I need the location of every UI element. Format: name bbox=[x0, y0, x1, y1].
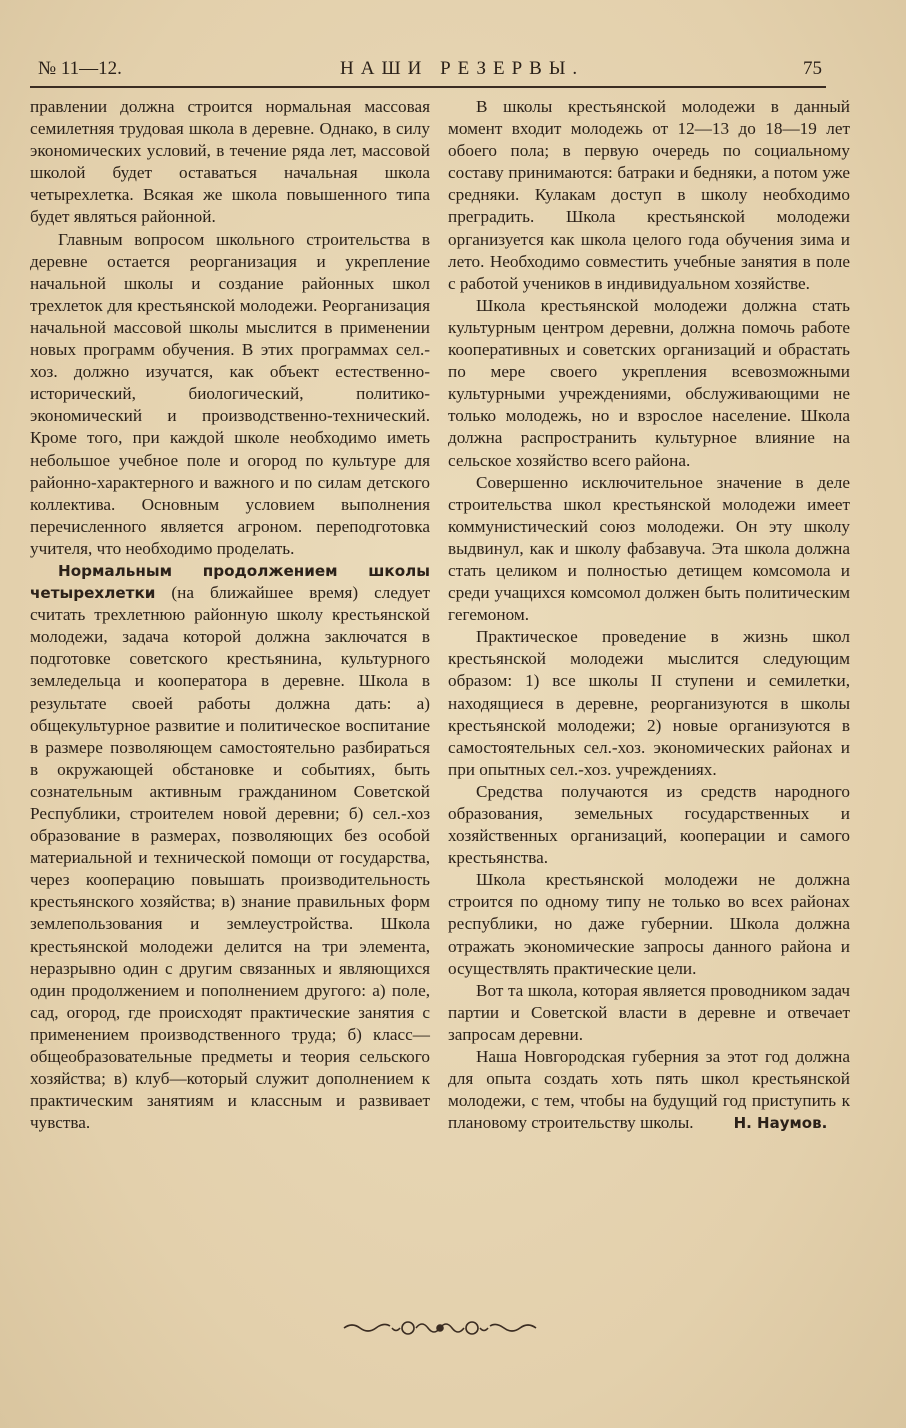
emphasis-text: Нормальным продолжением школы четырехлетки bbox=[30, 561, 430, 603]
right-column bbox=[448, 96, 850, 1134]
header-rule bbox=[30, 86, 826, 88]
issue-number: № 11—12. bbox=[38, 58, 122, 79]
paragraph: Совершенно исключительное значение в деле строительства школ крестьянской молодежи имеет коммунистический союз молодежи. Он эту школу выдвинул, как и школу фабзавуча. Эта школа должна стать целиком и полностью детищем комсомола и среди учащихся комсомол должен быть политическим гегемоном. bbox=[448, 472, 850, 625]
paragraph: Главным вопросом школьного строительства в деревне остается реорганизация и укрепление начальной школы и создание районных школ трехлеток для крестьянской молодежи. Реорганизация начальной массовой школы мыслится в применении новых программ обучения. В этих программах сел.-хоз. должно изучатся, как объект естественно-исторический, биологический, политико-экономический и производственно-технический. Кроме того, при каждой школе необходимо иметь небольшое учебное поле и огород по культуре для районно-характерного и важного и по силам детского коллектива. Основным условием выполнения перечисленного является агроном. переподготовка учителя, что необходимо проделать. bbox=[30, 229, 430, 558]
paragraph: Школа крестьянской молодежи должна стать культурным центром деревни, должна помочь работе кооперативных и советских организаций и обрастать по мере своего укрепления всевозможными культурными учреждениями, обслуживающими не только молодежь, но и взрослое население. Школа должна распространить культурное влияние на сельское хозяйство всего района. bbox=[448, 295, 850, 470]
paragraph: Вот та школа, которая является проводником задач партии и Советской власти в деревне и отвечает запросам деревни. bbox=[448, 980, 850, 1044]
paragraph: В школы крестьянской молодежи в данный момент входит молодежь от 12—13 до 18—19 лет обоего пола; в первую очередь по социальному составу принимаются: батраки и бедняки, а потом уже средняки. Кулакам доступ в школу необходимо преградить. Школа крестьянской молодежи организуется как школа целого года обучения зима и лето. Необходимо совместить учебные занятия в поле с работой учеников в индивидуальном хозяйстве. bbox=[448, 97, 850, 293]
paragraph: правлении должна строится нормальная массовая семилетняя трудовая школа в деревне. Однако, в силу экономических условий, в течение ряда лет, массовой школой будет оставаться начальная школа четырехлетка. Всякая же школа повышенного типа будет являться районной. bbox=[30, 97, 430, 227]
paragraph-text: (на ближайшее время) следует считать трехлетнюю районную школу крестьянской молодежи, задача которой должна заключатся в подготовке советского крестьянина, культурного земледельца и кооператора в деревне. Школа в результате своей работы должна дать: а) общекультурное развитие и политическое воспитание в размере позволяющем самостоятельно разбираться в окружающей обстановке и событиях, быть сознательным активным гражданином Советской Республики, строителем новой деревни; б) сел.-хоз образование в размерах, позволяющих без особой материальной и технической помощи от государства, через кооперацию повышать производительность крестьянского хозяйства; в) знание правильных форм землепользования и землеустройства. Школа крестьянской молодежи делится на три элемента, неразрывно один с другим связанных и являющихся один продолжением и пополнением другого: а) поле, сад, огород, где происходят практические занятия с применением производственного труда; б) класс—общеобразовательные предметы и теория сельского хозяйства; в) клуб—который служит дополнением к практическим занятиям и классным и развивает чувства. bbox=[30, 583, 430, 1133]
paragraph: Школа крестьянской молодежи не должна строится по одному типу не только во всех районах республики, но даже губернии. Школа должна отражать экономические запросы данного района и осуществлять практические цели. bbox=[448, 870, 850, 978]
left-column bbox=[30, 96, 430, 1134]
paragraph-text: Наша Новгородская губерния за этот год должна для опыта создать хоть пять школ крестьянской молодежи, с тем, чтобы на будущий год приступить к плановому строительству школы. bbox=[448, 1047, 850, 1133]
page-header bbox=[38, 58, 822, 84]
paragraph: Практическое проведение в жизнь школ крестьянской молодежи мыслится следующим образом: 1) все школы II ступени и семилетки, находящиеся в деревне, реорганизуются в школы крестьянской молодежи; 2) новые организуются в самостоятельных сел.-хоз. экономических районах и при опытных сел.-хоз. учреждениях. bbox=[448, 627, 850, 779]
paragraph bbox=[448, 1046, 850, 1134]
publication-section-title: НАШИ РЕЗЕРВЫ. bbox=[340, 58, 585, 79]
paragraph: Средства получаются из средств народного образования, земельных государственных и хозяйственных организаций, кооперации и самого крестьянства. bbox=[448, 781, 850, 868]
author-signature: Н. Наумов. bbox=[733, 1114, 828, 1133]
ornament-divider-icon bbox=[340, 1316, 540, 1340]
page-number: 75 bbox=[803, 58, 822, 79]
paragraph bbox=[30, 560, 430, 1134]
